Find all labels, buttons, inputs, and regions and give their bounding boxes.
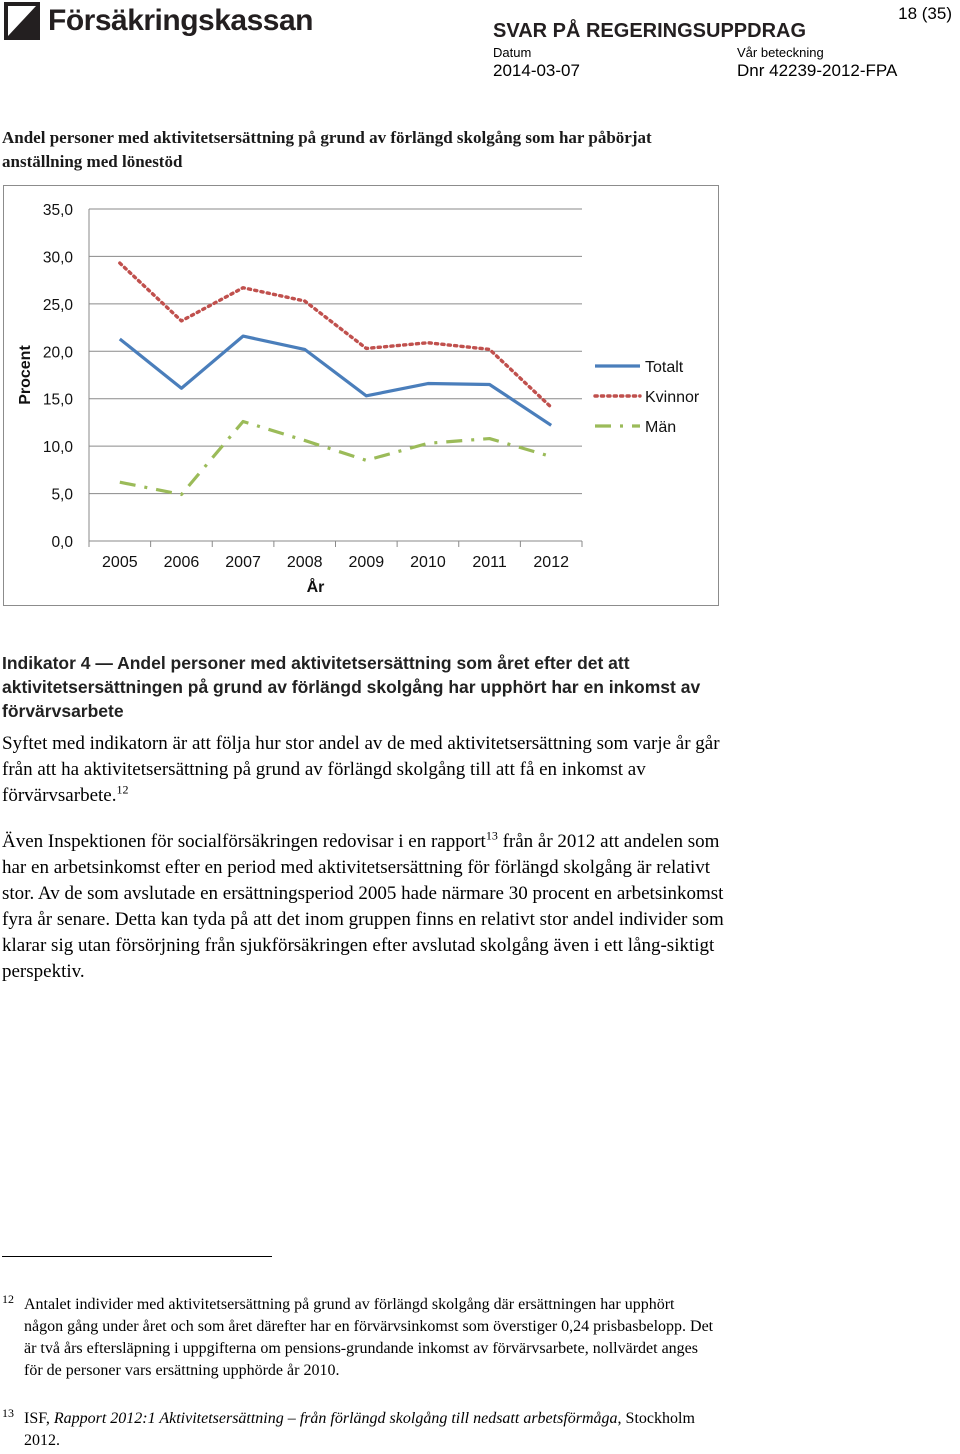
x-axis-title: År bbox=[306, 579, 325, 596]
date-label: Datum bbox=[493, 45, 532, 60]
line-chart bbox=[3, 185, 719, 606]
page-number: 18 (35) bbox=[898, 4, 952, 23]
footnote-number: 13 bbox=[2, 1406, 14, 1420]
logo-text: Försäkringskassan bbox=[48, 4, 313, 37]
y-tick-label: 15,0 bbox=[42, 391, 73, 409]
x-tick-label: 2012 bbox=[533, 554, 569, 571]
footnote-number: 12 bbox=[2, 1292, 14, 1306]
chart-svg bbox=[4, 186, 720, 607]
indicator-heading: Indikator 4 — Andel personer med aktivitetsersättning som året efter det att aktivitetsersättningen på grund av förlängd skolgång har upphört har en inkomst av förvärvsarbete bbox=[2, 653, 701, 721]
paragraph-purpose-text: Syftet med indikatorn är att följa hur stor andel av de med aktivitetsersättning som varje år går från att ha aktivitetsersättning på grund av förlängd skolgång till att få en inkomst av förvärvsarbete. bbox=[2, 733, 720, 806]
reference-value: Dnr 42239-2012-FPA bbox=[737, 61, 898, 80]
footnote-place: , Stockholm 2012. bbox=[24, 1410, 695, 1449]
footnote-ref-12[interactable]: 12 bbox=[116, 782, 129, 797]
footnote-report-title: Rapport 2012:1 Aktivitetsersättning – från förlängd skolgång till nedsatt arbetsförmåga bbox=[53, 1410, 618, 1427]
logo bbox=[4, 2, 313, 40]
x-tick-label: 2006 bbox=[163, 554, 200, 571]
y-tick-label: 0,0 bbox=[51, 534, 73, 551]
date-value: 2014-03-07 bbox=[493, 61, 580, 80]
x-tick-label: 2008 bbox=[286, 554, 323, 571]
x-tick-label: 2007 bbox=[225, 554, 261, 571]
footnote-text bbox=[24, 1408, 714, 1452]
paragraph-purpose bbox=[2, 731, 742, 809]
y-axis-title: Procent bbox=[17, 345, 34, 405]
footnote-author: ISF, bbox=[24, 1410, 54, 1427]
x-tick-label: 2005 bbox=[102, 554, 138, 571]
footnote-ref-13[interactable]: 13 bbox=[485, 828, 498, 843]
y-tick-label: 10,0 bbox=[42, 439, 73, 457]
paragraph-isf bbox=[2, 829, 742, 985]
x-tick-label: 2010 bbox=[410, 554, 446, 571]
series-line-män bbox=[120, 421, 551, 494]
y-tick-label: 35,0 bbox=[42, 202, 73, 219]
x-tick-label: 2009 bbox=[348, 554, 385, 571]
footnote-text: Antalet individer med aktivitetsersättning på grund av förlängd skolgång där ersättningen har upphört någon gång under året och som året därefter har en förvärvsinkomst som överstiger 0,24 prisbasbelopp. Det är två års eftersläpning i uppgifterna om pensions-grundande inkomst av förvärvsarbete, nollvärdet anges för de personer vars ersättning upphörde år 2010. bbox=[24, 1296, 714, 1379]
legend-label: Totalt bbox=[645, 359, 684, 376]
legend-label: Kvinnor bbox=[645, 389, 700, 406]
paragraph-isf-text-start: Även Inspektionen för socialförsäkringen redovisar i en rapport bbox=[2, 831, 486, 852]
y-tick-label: 5,0 bbox=[51, 486, 73, 504]
paragraph-isf-text-end: från år 2012 att andelen som har en arbetsinkomst efter en period med aktivitetsersättning för förlängd skolgång är relativt stor. Av de som avslutade en ersättningsperiod 2005 hade närmare 30 procent en arbetsinkomst fyra år senare. Detta kan tyda på att det inom gruppen finns en relativt stor andel individer som klarar sig utan försörjning från sjukförsäkringen efter avslutad skolgång även i ett lång-siktigt perspektiv. bbox=[2, 831, 724, 982]
y-tick-label: 20,0 bbox=[42, 344, 73, 362]
footnote-divider bbox=[2, 1256, 272, 1257]
document-type: SVAR PÅ REGERINGSUPPDRAG bbox=[493, 20, 807, 42]
chart-heading: Andel personer med aktivitetsersättning på grund av förlängd skolgång som har påbörjat anställning med lönestöd bbox=[2, 128, 652, 171]
y-tick-label: 30,0 bbox=[42, 249, 73, 267]
x-tick-label: 2011 bbox=[472, 554, 507, 571]
legend-label: Män bbox=[645, 419, 677, 436]
reference-label: Vår beteckning bbox=[737, 45, 824, 60]
logo-mark-icon bbox=[4, 2, 40, 40]
y-tick-label: 25,0 bbox=[42, 296, 73, 314]
